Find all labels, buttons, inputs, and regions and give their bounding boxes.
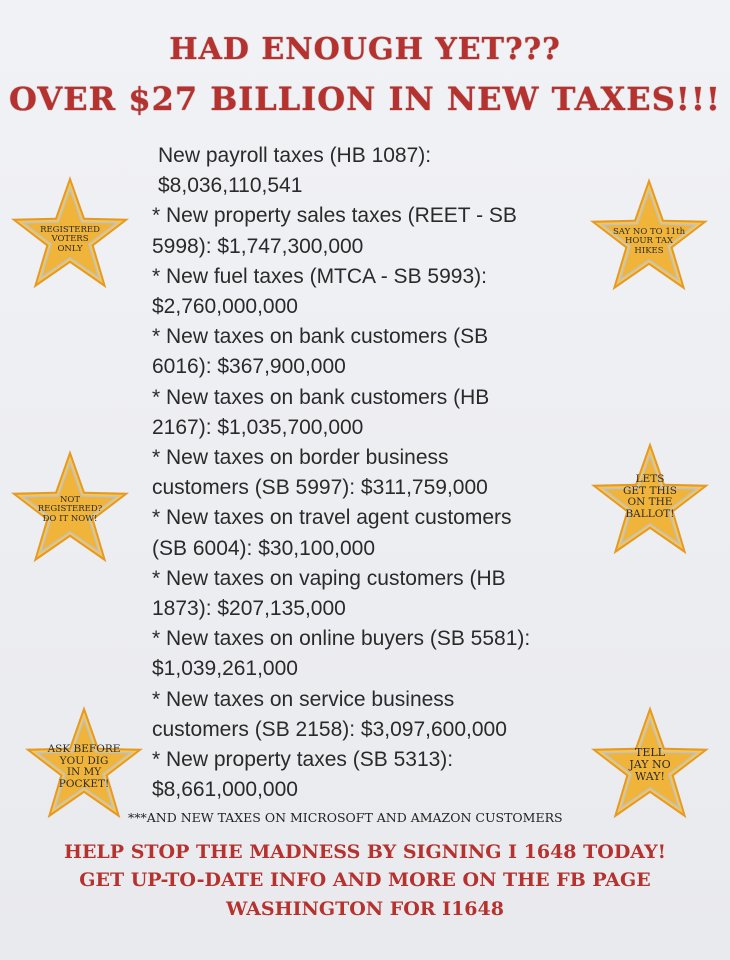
- tax-item-online-buyers: [152, 624, 602, 684]
- call-to-action-line-2: GET UP-TO-DATE INFO AND MORE ON THE FB PAGE: [79, 869, 651, 891]
- tax-item-property: [152, 745, 602, 805]
- tax-item-bank-sb6016: [152, 322, 602, 382]
- tax-item-border-business: [152, 443, 602, 503]
- call-to-action-line-3: WASHINGTON FOR I1648: [226, 898, 504, 920]
- star-badge-label: [20, 744, 148, 790]
- tax-item-amount: (SB 6004): $30,100,000: [152, 536, 376, 560]
- tax-item-amount: 6016): $367,900,000: [152, 355, 346, 379]
- tax-item-payroll: [152, 141, 602, 201]
- star-badge-label: [586, 474, 714, 520]
- tax-item-text: * New fuel taxes (MTCA - SB 5993):: [152, 264, 487, 288]
- star-badge-label-line: ASK BEFORE: [47, 743, 121, 755]
- star-badge-label-line: GET THIS: [623, 484, 677, 497]
- tax-item-amount: 2167): $1,035,700,000: [152, 415, 364, 439]
- star-badge-label-line: ONLY: [57, 243, 83, 254]
- star-badge-label-line: DO IT NOW!: [42, 513, 98, 524]
- tax-item-text: * New property taxes (SB 5313):: [152, 748, 454, 772]
- star-badge-label: [6, 496, 134, 524]
- star-badge-label-line: LETS: [635, 473, 665, 485]
- star-badge-label-line: YOU DIG: [59, 754, 109, 767]
- footnote: ***AND NEW TAXES ON MICROSOFT AND AMAZON CUSTOMERS: [128, 810, 563, 825]
- star-badge-no-tax-hikes: [585, 172, 713, 296]
- star-badge-label-line: REGISTERED: [40, 225, 100, 235]
- star-badge-label-line: NOT: [59, 495, 81, 505]
- tax-item-travel-agent: [152, 503, 602, 563]
- tax-item-amount: 5998): $1,747,300,000: [152, 234, 364, 258]
- star-badge-registered-voters: [6, 170, 134, 294]
- star-badge-label-line: HOUR TAX: [624, 236, 674, 247]
- tax-item-text: * New taxes on service business: [152, 687, 455, 711]
- star-badge-label: [585, 228, 713, 256]
- star-badge-label-line: VOTERS: [51, 234, 89, 245]
- headline-line-2: OVER $27 BILLION IN NEW TAXES!!!: [9, 80, 721, 118]
- tax-item-amount: customers (SB 5997): $311,759,000: [152, 476, 488, 500]
- star-badge-get-on-ballot: [586, 436, 714, 560]
- tax-item-text: * New taxes on vaping customers (HB: [152, 566, 506, 590]
- tax-item-text: * New property sales taxes (REET - SB: [152, 204, 517, 228]
- star-badge-label-line: REGISTERED?: [37, 504, 103, 515]
- tax-list: [152, 141, 602, 805]
- call-to-action-line-1: HELP STOP THE MADNESS BY SIGNING I 1648 TODAY!: [64, 841, 666, 863]
- star-badge-label-line: BALLOT!: [625, 507, 675, 520]
- tax-item-amount: $2,760,000,000: [152, 295, 298, 319]
- tax-item-amount: $1,039,261,000: [152, 657, 298, 681]
- tax-item-text: * New taxes on travel agent customers: [152, 506, 512, 530]
- tax-item-text: New payroll taxes (HB 1087):: [158, 144, 432, 167]
- tax-item-text: * New taxes on bank customers (HB: [152, 385, 490, 409]
- star-badge-label-line: TELL: [635, 746, 665, 759]
- star-badge-ask-before-dig: [20, 700, 148, 824]
- tax-item-vaping: [152, 564, 602, 624]
- tax-item-text: * New taxes on online buyers (SB 5581):: [152, 627, 531, 651]
- star-badge-label-line: HIKES: [634, 245, 664, 256]
- star-badge-not-registered: [6, 444, 134, 568]
- star-badge-label-line: POCKET!: [58, 777, 110, 790]
- tax-item-amount: 1873): $207,135,000: [152, 597, 346, 621]
- star-badge-label-line: WAY!: [635, 770, 665, 784]
- tax-item-text: * New taxes on bank customers (SB: [152, 325, 489, 349]
- star-badge-tell-jay: [586, 700, 714, 824]
- star-badge-label-line: JAY NO: [629, 758, 671, 772]
- tax-item-fuel: [152, 262, 602, 322]
- headline-line-1: HAD ENOUGH YET???: [169, 32, 561, 67]
- star-badge-label-line: IN MY: [66, 766, 102, 779]
- star-badge-label-line: ON THE: [627, 496, 673, 509]
- tax-item-amount: customers (SB 2158): $3,097,600,000: [152, 717, 507, 741]
- tax-item-property-sales: [152, 201, 602, 261]
- star-badge-label-line: SAY NO TO 11th: [612, 227, 686, 237]
- star-badge-label: [586, 747, 714, 783]
- tax-item-bank-hb2167: [152, 383, 602, 443]
- tax-item-text: * New taxes on border business: [152, 446, 449, 470]
- star-badge-label: [6, 226, 134, 254]
- tax-item-amount: $8,661,000,000: [152, 778, 298, 802]
- tax-item-amount: $8,036,110,541: [158, 174, 303, 198]
- tax-item-service-business: [152, 685, 602, 745]
